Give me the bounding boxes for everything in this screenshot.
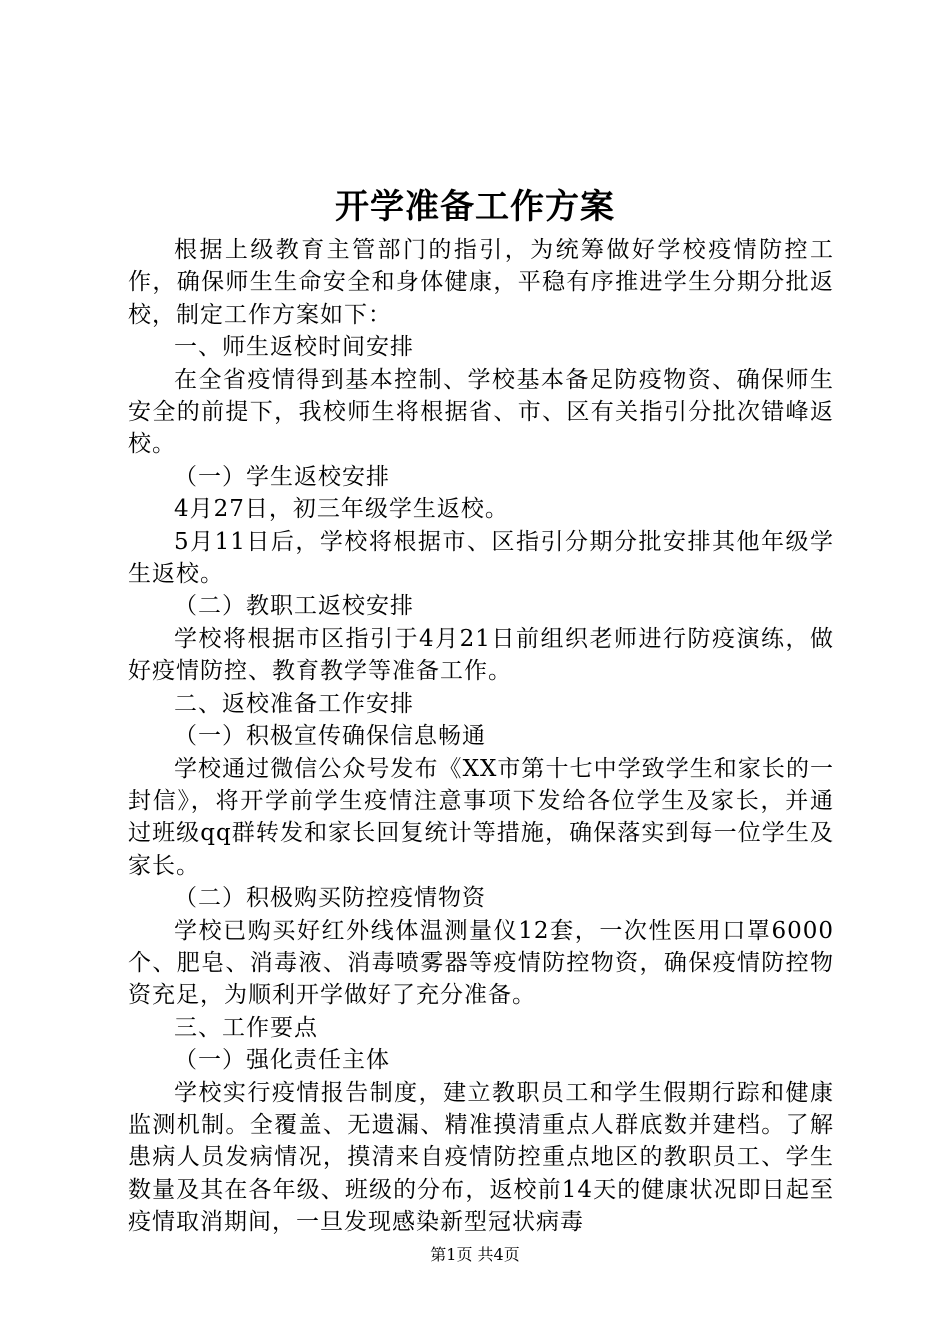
subsection-heading: （二）教职工返校安排 [174, 593, 414, 620]
paragraph: 4月27日，初三年级学生返校。 [174, 496, 509, 523]
paragraph-intro: 根据上级教育主管部门的指引，为统筹做好学校疫情防控工作，确保师生生命安全和身体健康，平稳有序推进学生分期分批返校，制定工作方案如下： [128, 237, 834, 328]
subsection-heading: （一）学生返校安排 [174, 463, 390, 490]
paragraph: 学校通过微信公众号发布《XX市第十七中学致学生和家长的一封信》，将开学前学生疫情注意事项下发给各位学生及家长，并通过班级qq群转发和家长回复统计等措施，确保落实到每一位学生及家长。 [128, 755, 834, 879]
paragraph: 5月11日后，学校将根据市、区指引分期分批安排其他年级学生返校。 [128, 528, 834, 588]
page-footer: 第1页 共4页 [430, 1245, 520, 1264]
document-body [128, 234, 834, 1239]
paragraph: 学校将根据市区指引于4月21日前组织老师进行防疫演练，做好疫情防控、教育教学等准备工作。 [128, 625, 834, 685]
paragraph: 学校已购买好红外线体温测量仪12套，一次性医用口罩6000个、肥皂、消毒液、消毒喷雾器等疫情防控物资，确保疫情防控物资充足，为顺利开学做好了充分准备。 [128, 917, 834, 1009]
subsection-heading: （一）积极宣传确保信息畅通 [174, 723, 486, 750]
section-heading-1: 一、师生返校时间安排 [174, 334, 414, 361]
subsection-heading: （二）积极购买防控疫情物资 [174, 885, 486, 912]
document-title: 开学准备工作方案 [335, 187, 615, 227]
subsection-heading: （一）强化责任主体 [174, 1047, 390, 1074]
section-heading-2: 二、返校准备工作安排 [174, 690, 414, 717]
section-heading-3: 三、工作要点 [174, 1014, 318, 1041]
paragraph: 在全省疫情得到基本控制、学校基本备足防疫物资、确保师生安全的前提下，我校师生将根据省、市、区有关指引分批次错峰返校。 [128, 366, 834, 458]
paragraph: 学校实行疫情报告制度，建立教职员工和学生假期行踪和健康监测机制。全覆盖、无遗漏、精准摸清重点人群底数并建档。了解患病人员发病情况，摸清来自疫情防控重点地区的教职员工、学生数量及其在各年级、班级的分布，返校前14天的健康状况即日起至疫情取消期间，一旦发现感染新型冠状病毒 [128, 1079, 834, 1236]
